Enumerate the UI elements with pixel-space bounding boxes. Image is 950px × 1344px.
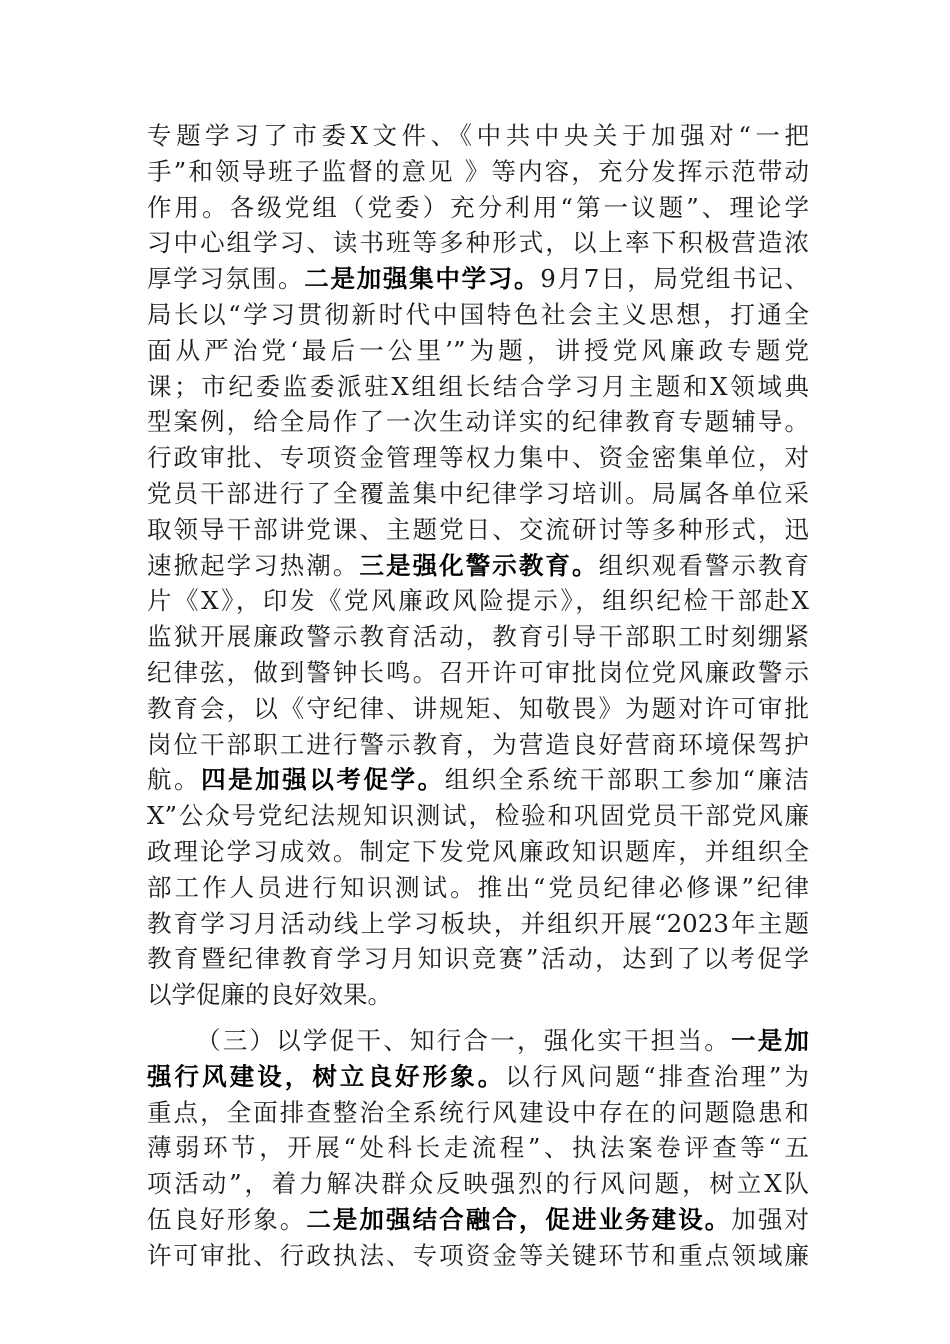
- paragraph1-line: [147, 225, 809, 261]
- bold-heading-text: 一是加: [731, 1025, 809, 1055]
- body-text: 专题学习了市委X文件、《中共中央关于加强对“一把: [147, 121, 809, 150]
- body-text: 教育学习月活动线上学习板块，并组织开展“2023年主题: [147, 908, 809, 938]
- document-body: [147, 118, 809, 1274]
- body-text: 教育会，以《守纪律、讲规矩、知敬畏》为题对许可审批: [147, 693, 809, 723]
- paragraph1-line: [147, 118, 809, 154]
- body-text: 纪律弦，做到警钟长鸣。召开许可审批岗位党风廉政警示: [147, 657, 809, 687]
- paragraph1-line: [147, 834, 809, 870]
- paragraph1-line: [147, 727, 809, 763]
- body-text: 教育暨纪律教育学习月知识竞赛”活动，达到了以考促学: [147, 944, 809, 974]
- body-text: 片《X》，印发《党风廉政风险提示》，组织纪检干部赴X: [147, 586, 809, 616]
- paragraph1-line: [147, 798, 809, 834]
- body-text: 以行风问题“排查治理”为: [505, 1061, 809, 1091]
- body-text: 取领导干部讲党课、主题党日、交流研讨等多种形式，迅: [147, 514, 809, 544]
- body-text: 习中心组学习、读书班等多种形式，以上率下积极营造浓: [147, 228, 809, 258]
- paragraph1-line: [147, 261, 809, 297]
- paragraph-gap: [147, 1013, 809, 1023]
- paragraph1-line: [147, 333, 809, 369]
- bold-heading-text: 强行风建设，树立良好形象。: [147, 1061, 506, 1091]
- body-text: 许可审批、行政执法、专项资金等关键环节和重点领域廉: [147, 1240, 809, 1270]
- paragraph1-line: [147, 691, 809, 727]
- body-text: 手”和领导班子监督的意见 》等内容，充分发挥示范带动: [147, 156, 809, 186]
- paragraph1-line: [147, 906, 809, 942]
- body-text: 岗位干部职工进行警示教育，为营造良好营商环境保驾护: [147, 729, 809, 759]
- paragraph2-line: [147, 1095, 809, 1131]
- body-text: 加强对: [731, 1204, 809, 1234]
- paragraph1-line: [147, 977, 809, 1013]
- paragraph2-line: [147, 1166, 809, 1202]
- body-text: 党员干部进行了全覆盖集中纪律学习培训。局属各单位采: [147, 478, 809, 508]
- body-text: 9月7日，局党组书记、: [540, 264, 810, 294]
- paragraph1-line: [147, 476, 809, 512]
- body-text: 部工作人员进行知识测试。推出“党员纪律必修课”纪律: [147, 872, 809, 902]
- body-text: X”公众号党纪法规知识测试，检验和巩固党员干部党风廉: [147, 801, 809, 831]
- body-text: 监狱开展廉政警示教育活动，教育引导干部职工时刻绷紧: [147, 622, 809, 652]
- body-text: 厚学习氛围。: [147, 264, 305, 294]
- bold-heading-text: 二是加强结合融合，促进业务建设。: [306, 1204, 732, 1234]
- paragraph1-line: [147, 762, 809, 798]
- body-text: 组织观看警示教育: [598, 550, 809, 580]
- body-text: 项活动”，着力解决群众反映强烈的行风问题，树立X队: [147, 1169, 809, 1199]
- body-text: 局长以“学习贯彻新时代中国特色社会主义思想，打通全: [147, 299, 809, 329]
- body-text: 重点，全面排查整治全系统行风建设中存在的问题隐患和: [147, 1097, 809, 1127]
- body-text: 速掀起学习热潮。: [147, 550, 360, 580]
- body-text: 面从严治党‘最后一公里’”为题，讲授党风廉政专题党: [147, 335, 809, 365]
- paragraph2-line: [147, 1130, 809, 1166]
- paragraph-1: [147, 118, 809, 1013]
- paragraph1-line: [147, 655, 809, 691]
- body-text: 以学促廉的良好效果。: [147, 980, 392, 1010]
- paragraph1-line: [147, 619, 809, 655]
- paragraph2-line: [147, 1023, 809, 1059]
- bold-heading-text: 二是加强集中学习。: [304, 264, 541, 294]
- paragraph1-line: [147, 297, 809, 333]
- paragraph2-line: [147, 1238, 809, 1274]
- paragraph1-line: [147, 512, 809, 548]
- body-text: 政理论学习成效。制定下发党风廉政知识题库，并组织全: [147, 836, 809, 866]
- body-text: 行政审批、专项资金管理等权力集中、资金密集单位，对: [147, 443, 809, 473]
- paragraph2-line: [147, 1059, 809, 1095]
- paragraph1-line: [147, 369, 809, 405]
- paragraph1-line: [147, 190, 809, 226]
- paragraph1-line: [147, 404, 809, 440]
- bold-heading-text: 三是强化警示教育。: [359, 550, 599, 580]
- paragraph2-line: [147, 1202, 809, 1238]
- paragraph-2: [147, 1023, 809, 1274]
- body-text: 组织全系统干部职工参加“廉洁: [444, 765, 810, 795]
- paragraph1-line: [147, 440, 809, 476]
- body-text: 型案例，给全局作了一次生动详实的纪律教育专题辅导。: [147, 407, 809, 437]
- body-text: 课；市纪委监委派驻X组组长结合学习月主题和X领域典: [147, 371, 809, 401]
- body-text: （三）以学促干、知行合一，强化实干担当。: [196, 1025, 731, 1055]
- body-text: 作用。各级党组（党委）充分利用“第一议题”、理论学: [147, 192, 809, 222]
- paragraph1-line: [147, 941, 809, 977]
- paragraph1-line: [147, 870, 809, 906]
- body-text: 航。: [147, 765, 202, 795]
- paragraph1-line: [147, 154, 809, 190]
- paragraph1-line: [147, 583, 809, 619]
- body-text: 伍良好形象。: [147, 1204, 307, 1234]
- bold-heading-text: 四是加强以考促学。: [201, 765, 445, 795]
- paragraph1-line: [147, 548, 809, 584]
- body-text: 薄弱环节，开展“处科长走流程”、执法案卷评查等“五: [147, 1133, 809, 1163]
